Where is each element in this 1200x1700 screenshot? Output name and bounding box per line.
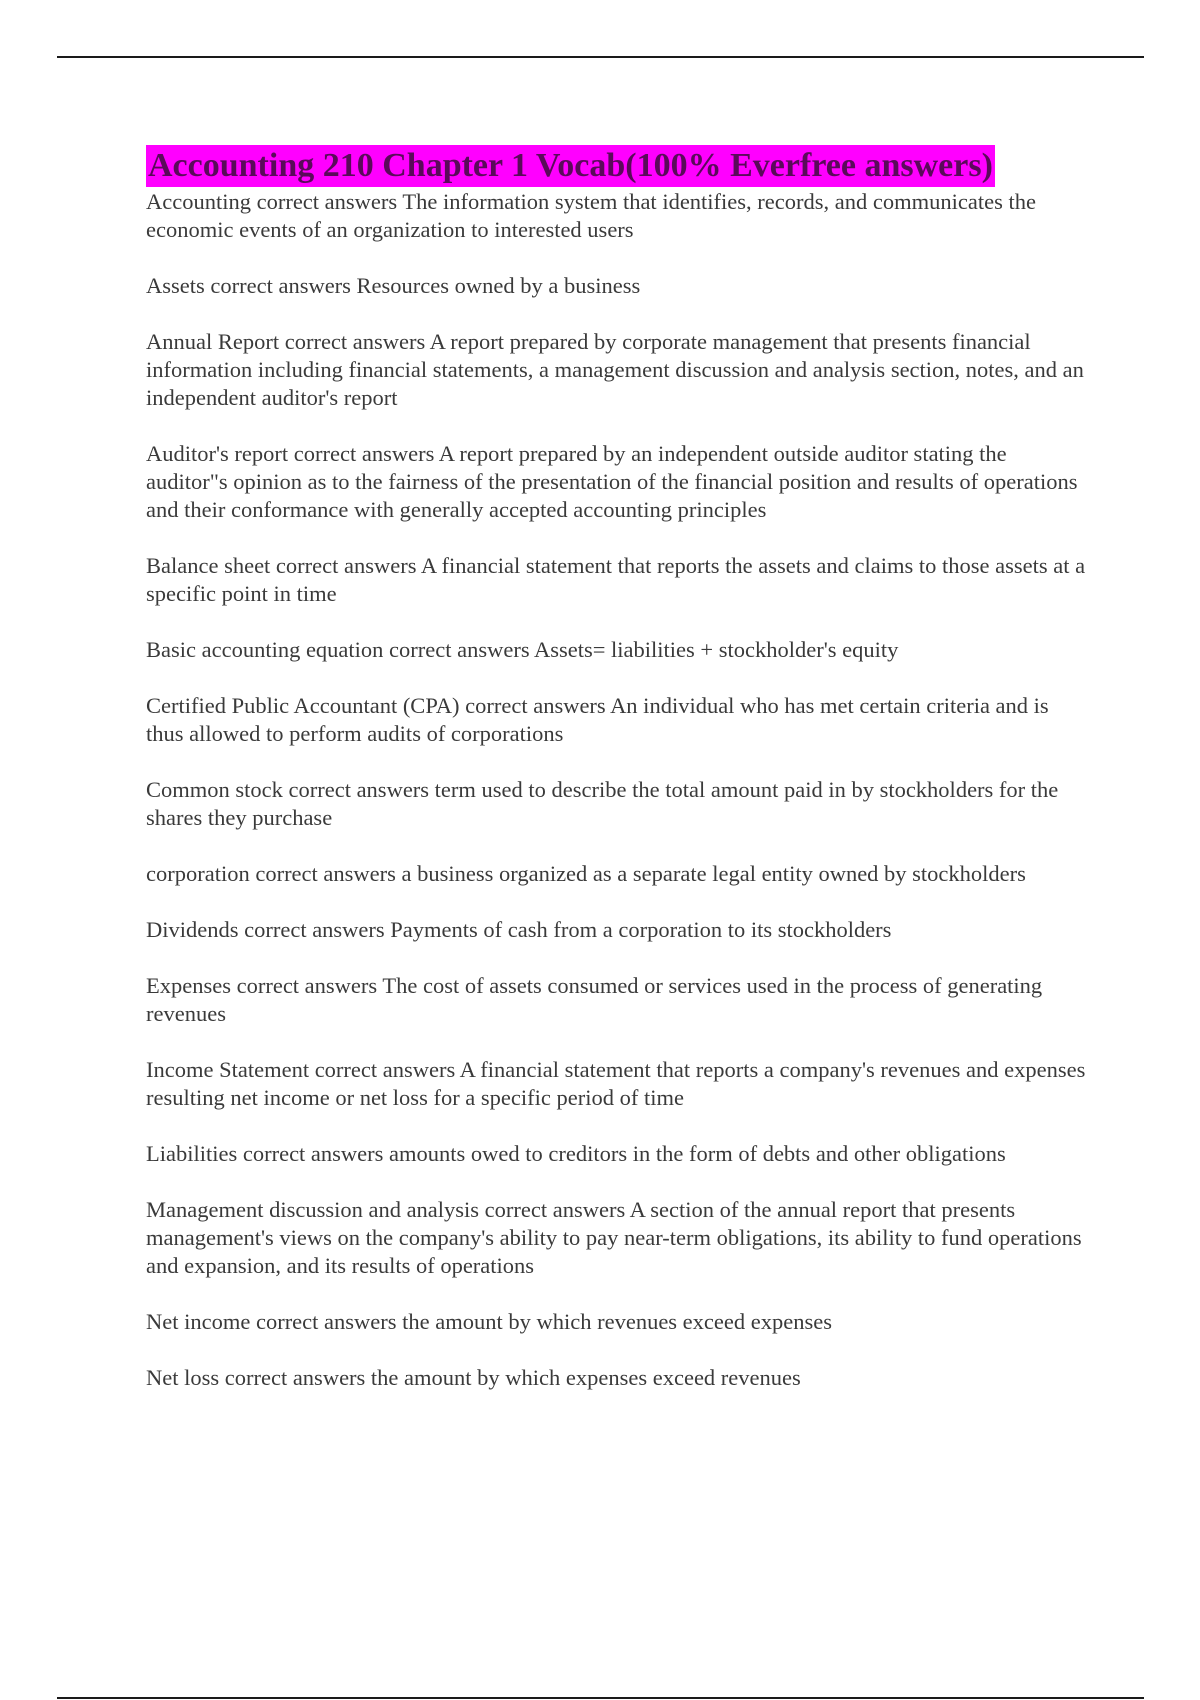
header-rule: [57, 56, 1144, 58]
document-body: [146, 145, 1086, 1420]
vocab-entry: Assets correct answers Resources owned by a business: [146, 273, 641, 298]
vocab-entry: Income Statement correct answers A financial statement that reports a company's revenues and expenses resulting net income or net loss for a specific period of time: [146, 1057, 1086, 1110]
vocab-entry: Expenses correct answers The cost of assets consumed or services used in the process of generating revenues: [146, 973, 1043, 1026]
vocab-entry: Accounting correct answers The information system that identifies, records, and communicates the economic events of an organization to interested users: [146, 189, 1036, 242]
vocab-entry: Liabilities correct answers amounts owed to creditors in the form of debts and other obligations: [146, 1141, 1006, 1166]
vocab-entry: Basic accounting equation correct answers Assets= liabilities + stockholder's equity: [146, 637, 899, 662]
vocab-entry: Common stock correct answers term used to describe the total amount paid in by stockholders for the shares they purchase: [146, 777, 1059, 830]
vocab-entry: corporation correct answers a business organized as a separate legal entity owned by stockholders: [146, 861, 1026, 886]
document-title: Accounting 210 Chapter 1 Vocab(100% Everfree answers): [146, 145, 995, 187]
vocab-entry: Balance sheet correct answers A financial statement that reports the assets and claims to those assets at a specific point in time: [146, 553, 1086, 606]
vocab-entry: Certified Public Accountant (CPA) correct answers An individual who has met certain criteria and is thus allowed to perform audits of corporations: [146, 693, 1049, 746]
vocab-entry: Net income correct answers the amount by which revenues exceed expenses: [146, 1309, 832, 1334]
vocab-entry: Management discussion and analysis correct answers A section of the annual report that presents management's views on the company's ability to pay near-term obligations, its ability to fund operations and expansion, and its results of operations: [146, 1197, 1082, 1278]
footer-rule: [57, 1697, 1144, 1699]
vocab-entry: Dividends correct answers Payments of cash from a corporation to its stockholders: [146, 917, 892, 942]
vocab-entry: Auditor's report correct answers A report prepared by an independent outside auditor stating the auditor"s opinion as to the fairness of the presentation of the financial position and results of operations and their conformance with generally accepted accounting principles: [146, 441, 1078, 522]
vocab-list: [146, 188, 1086, 1392]
vocab-entry: Annual Report correct answers A report prepared by corporate management that presents financial information including financial statements, a management discussion and analysis section, notes, and an independent auditor's report: [146, 329, 1084, 410]
vocab-entry: Net loss correct answers the amount by which expenses exceed revenues: [146, 1365, 801, 1390]
